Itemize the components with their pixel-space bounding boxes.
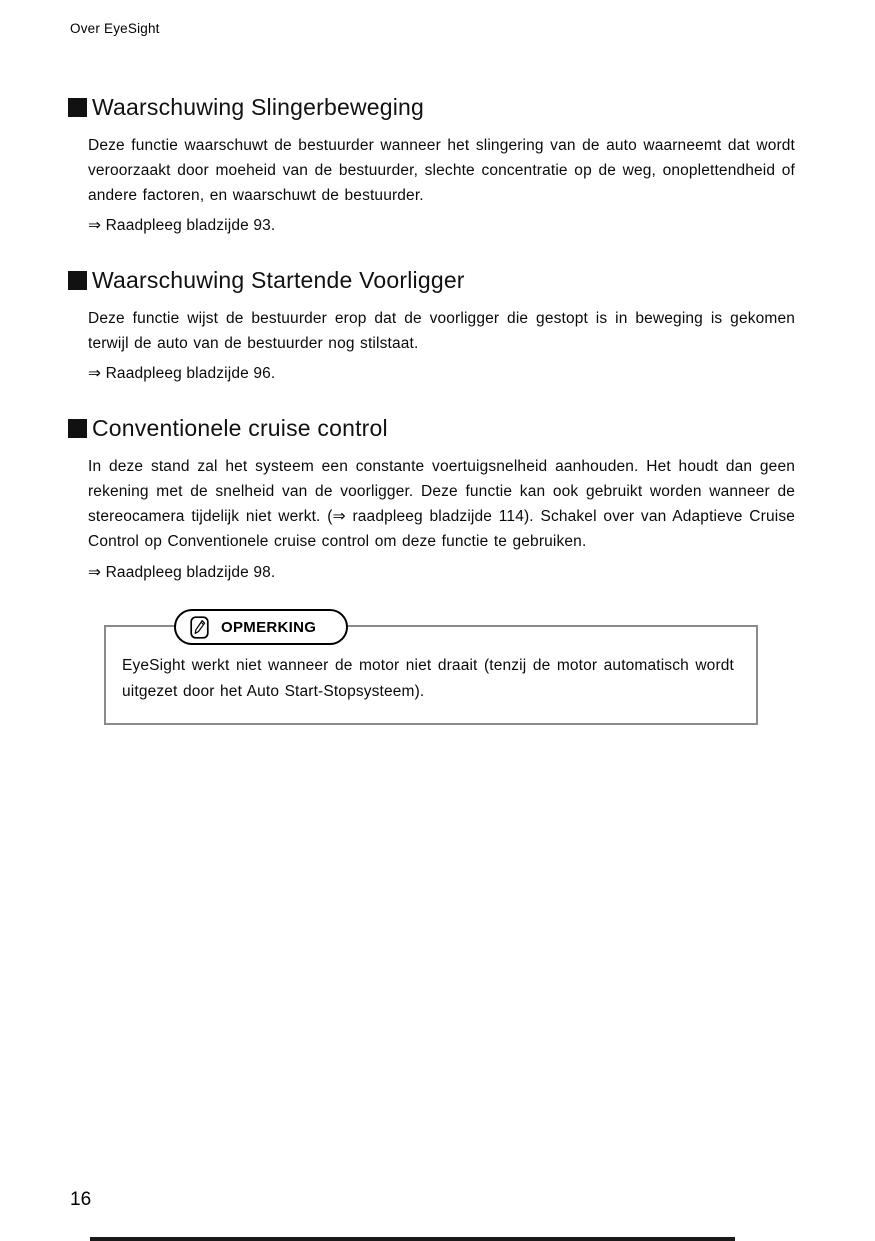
note-label-pill: [174, 609, 348, 645]
page-number: 16: [70, 1189, 92, 1210]
section-page-reference: ⇒ Raadpleeg bladzijde 96.: [88, 365, 276, 383]
section-heading-text: Waarschuwing Slingerbeweging: [92, 94, 425, 120]
section-waarschuwing-startende-voorligger: [68, 267, 795, 387]
section-body-text: In deze stand zal het systeem een constante voertuigsnelheid aanhouden. Het houdt dan geen rekening met de snelheid van de voorligger. Deze functie kan ook gebruikt worden wanneer de stereocamera tijdelijk niet werkt. (⇒ raadpleeg bladzijde 114). Schakel over van Adaptieve Cruise Control op Conventionele cruise control om deze functie te gebruiken.: [88, 458, 795, 551]
section-square-marker: [68, 98, 87, 117]
section-page-reference: ⇒ Raadpleeg bladzijde 98.: [88, 563, 276, 581]
note-label-text: OPMERKING: [221, 618, 317, 636]
section-waarschuwing-slingerbeweging: [68, 94, 795, 239]
section-body-text: Deze functie wijst de bestuurder erop dat de voorligger die gestopt is in beweging is gekomen terwijl de auto van de bestuurder nog stilstaat.: [88, 310, 795, 353]
section-heading-text: Waarschuwing Startende Voorligger: [92, 267, 465, 294]
section-heading-text: Conventionele cruise control: [92, 415, 388, 442]
page-header-title: Over EyeSight: [70, 21, 160, 36]
section-page-reference: ⇒ Raadpleeg bladzijde 93.: [88, 217, 276, 235]
note-box: [104, 618, 758, 725]
section-heading: [68, 415, 795, 442]
section-heading: [68, 94, 795, 121]
section-square-marker: [68, 271, 87, 290]
section-body-text: Deze functie waarschuwt de bestuurder wanneer het slingering van de auto waarneemt dat wordt veroorzaakt door moeheid van de bestuurder, slechte concentratie op de weg, onoplettendheid of andere factoren, en waarschuwt de bestuurder.: [88, 137, 795, 205]
section-heading: [68, 267, 795, 294]
section-conventionele-cruise-control: [68, 415, 795, 585]
note-body-text: EyeSight werkt niet wanneer de motor niet draait (tenzij de motor automatisch wordt uitgezet door het Auto Start-Stopsysteem).: [122, 657, 734, 701]
section-square-marker: [68, 419, 87, 438]
page-bottom-edge-decoration: [90, 1237, 735, 1241]
pencil-memo-icon: [190, 616, 209, 639]
page-content: [68, 94, 795, 725]
